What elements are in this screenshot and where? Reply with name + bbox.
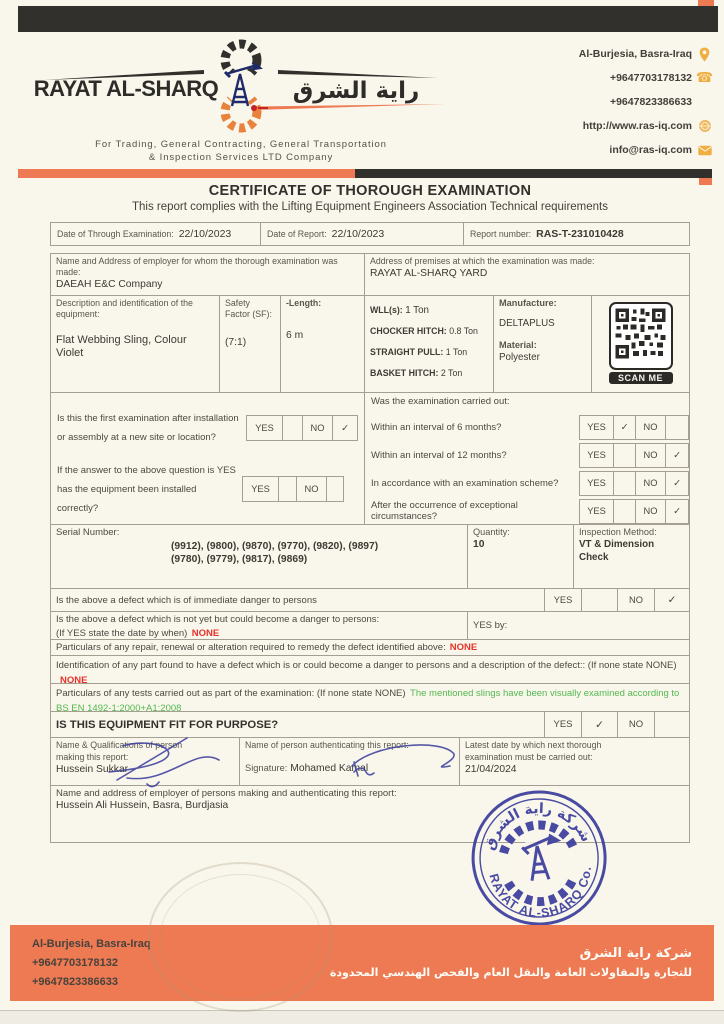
report-auth-label: Name of person authenticating this report: (245, 740, 409, 750)
carried-out-cell (365, 393, 689, 524)
next-exam-cell (460, 738, 689, 785)
signers-employer-label: Name and address of employer of persons making and authenticating this report: (56, 788, 397, 799)
first-exam-cell (51, 393, 365, 524)
equipment-description-cell (51, 296, 220, 392)
installed-correctly-yn (242, 476, 344, 502)
report-date-cell (261, 223, 464, 245)
chocker-hitch-value: 0.8 Ton (449, 326, 478, 336)
potential-danger-line1: Is the above a defect which is not yet but could become a danger to persons: (56, 614, 380, 625)
first-exam-question: Is this the first examination after installation or assembly at a new site or location? (57, 413, 239, 443)
identification-cell (51, 656, 689, 686)
footer-phone1: +9647703178132 (32, 956, 118, 969)
serial-line1: (9912), (9800), (9870), (9770), (9820), (9897) (171, 541, 379, 552)
carried-out-q3: In accordance with an examination scheme? (371, 477, 559, 489)
contact-phone1-text: +9647703178132 (609, 72, 692, 84)
qr-caption: SCAN ME (609, 372, 673, 384)
report-number-cell (464, 223, 689, 245)
manufacture-label: Manufacture: (499, 298, 557, 308)
carried-out-yn4 (579, 499, 689, 524)
footer-company-desc-ar: للتجارة والمقاولات العامة والنقل العام والفحص الهندسي المحدودة (329, 966, 692, 979)
contact-row-phone1 (502, 66, 712, 90)
contact-row-website (502, 114, 712, 138)
installed-yes-tick (279, 477, 297, 501)
footer-address: Al-Burjesia, Basra-Iraq (32, 937, 151, 950)
next-exam-value: 21/04/2024 (465, 764, 517, 775)
yes-label: YES (243, 477, 279, 501)
repair-cell (51, 640, 689, 655)
report-maker-name: Hussein Sukkar (56, 764, 129, 775)
quantity-label: Quantity: (473, 527, 510, 537)
wll-cell (365, 296, 494, 392)
first-exam-no-tick: ✓ (341, 422, 349, 433)
fit-question: IS THIS EQUIPMENT FIT FOR PURPOSE? (56, 718, 279, 731)
next-exam-label: Latest date by which next thorough examination must be carried out: (465, 740, 602, 762)
globe-icon (697, 119, 712, 134)
yes-label: YES (580, 416, 614, 439)
installed-correctly-question: If the answer to the above question is YES has the equipment been installed correctly? (57, 464, 236, 514)
report-maker-label: Name & Qualifications of person making this report: (56, 740, 183, 762)
q2-no-tick: ✓ (673, 449, 681, 460)
no-label: NO (636, 472, 666, 495)
employer-value: DAEAH E&C Company (56, 279, 163, 290)
no-label: NO (636, 500, 666, 523)
manufacture-cell (494, 296, 592, 392)
tests-cell (51, 684, 689, 714)
yes-label: YES (545, 712, 582, 737)
qr-cell (592, 296, 689, 392)
location-pin-icon (697, 47, 712, 62)
no-label: NO (636, 416, 666, 439)
q4-no-tick: ✓ (673, 505, 681, 516)
potential-danger-line2: (If YES state the date by when) (56, 628, 188, 639)
contact-website-text: http://www.ras-iq.com (582, 120, 692, 132)
length-label: -Length: (286, 298, 322, 308)
brand-name-ar: راية الشرق (292, 78, 420, 104)
fit-no-tick (655, 712, 689, 737)
q3-no-tick: ✓ (673, 477, 681, 488)
dates-row (50, 222, 690, 246)
inspection-method-cell (574, 525, 689, 588)
basket-hitch-value: 2 Ton (440, 368, 463, 378)
material-label: Material: (499, 340, 537, 350)
footer-phone2: +9647823386633 (32, 975, 118, 988)
serial-line2: (9780), (9779), (9817), (9869) (171, 554, 308, 565)
immediate-yes-tick (582, 589, 618, 611)
employer-label: Name and Address of employer for whom the thorough examination was made: (56, 256, 338, 277)
equipment-description-label: Description and identification of the equipment: (56, 298, 193, 319)
report-maker-cell (51, 738, 240, 785)
potential-none-value: NONE (191, 628, 220, 639)
potential-danger-cell (51, 612, 468, 639)
yes-by-cell (468, 612, 689, 639)
report-date-label: Date of Report: (267, 229, 327, 239)
safety-factor-cell (220, 296, 281, 392)
certificate-table (50, 253, 690, 843)
footer-company-ar (330, 944, 692, 982)
contact-list (502, 42, 712, 162)
q3-yes-tick (614, 472, 636, 495)
immediate-danger-question: Is the above a defect which is of immediate danger to persons (56, 594, 317, 606)
logo-artwork (26, 34, 456, 142)
carried-out-heading: Was the examination carried out: (371, 396, 510, 407)
scan-edge-shadow (0, 1010, 724, 1024)
report-auth-cell (240, 738, 460, 785)
immediate-danger-cell (51, 589, 545, 611)
yes-label: YES (580, 444, 614, 467)
quantity-value: 10 (473, 539, 485, 550)
stripe-orange-dot (699, 178, 712, 185)
q1-no-tick (666, 416, 688, 439)
no-label: NO (297, 477, 327, 501)
contact-address-text: Al-Burjesia, Basra-Iraq (578, 48, 692, 60)
wll-label: WLL(s): (370, 305, 403, 315)
q4-yes-tick (614, 500, 636, 523)
carried-out-q4: After the occurrence of exceptional circumstances? (371, 500, 518, 522)
document-title: CERTIFICATE OF THOROUGH EXAMINATION (208, 183, 532, 199)
no-label: NO (618, 589, 655, 611)
yes-label: YES (247, 416, 283, 440)
footer-company-name-ar: شركة راية الشرق (579, 946, 692, 961)
tests-label: Particulars of any tests carried out as part of the examination: (If none state NONE) (56, 688, 406, 699)
equipment-description-value: Flat Webbing Sling, Colour Violet (56, 334, 187, 359)
yes-label: YES (545, 589, 582, 611)
report-date-value: 22/10/2023 (331, 228, 385, 240)
manufacture-value: DELTAPLUS (499, 318, 555, 329)
fit-yes-tick: ✓ (582, 712, 618, 737)
icon-placeholder (697, 95, 712, 110)
first-exam-yn (246, 415, 358, 441)
no-label: NO (303, 416, 333, 440)
q2-yes-tick (614, 444, 636, 467)
no-label: NO (618, 712, 655, 737)
exam-date-cell (51, 223, 261, 245)
contact-phone2-text: +9647823386633 (609, 96, 692, 108)
company-tagline (26, 138, 456, 164)
stamp-text-en: RAYAT AL-SHARQ Co. (486, 865, 594, 921)
first-exam-yes-tick (283, 416, 303, 440)
report-auth-name: Mohamed Kamal (290, 762, 369, 774)
straight-pull-label: STRAIGHT PULL: (370, 347, 444, 357)
footer-band (10, 925, 714, 1001)
employer-cell (51, 254, 365, 295)
exam-date-label: Date of Through Examination: (57, 229, 174, 239)
straight-pull-value: 1 Ton (445, 347, 468, 357)
q1-yes-tick: ✓ (614, 416, 636, 439)
yes-by-label: YES by: (473, 620, 508, 631)
serial-number-label: Serial Number: (56, 527, 120, 538)
contact-row-address (502, 42, 712, 66)
document-subtitle: This report complies with the Lifting Equipment Engineers Association Technical requirements (131, 201, 608, 213)
tagline-line1: For Trading, General Contracting, General Transportation (95, 139, 387, 150)
yes-label: YES (580, 472, 614, 495)
qr-code (609, 302, 673, 370)
premises-value: RAYAT AL-SHARQ YARD (370, 268, 488, 279)
basket-hitch-label: BASKET HITCH: (370, 368, 439, 378)
report-number-label: Report number: (470, 229, 532, 239)
carried-out-yn1 (579, 415, 689, 440)
stamp-text-ar: شركة راية الشرق (481, 800, 595, 853)
installed-no-tick (327, 477, 343, 501)
carried-out-q2: Within an interval of 12 months? (371, 449, 507, 461)
signers-employer-value: Hussein Ali Hussein, Basra, Burdjasia (56, 800, 229, 811)
chocker-hitch-label: CHOCKER HITCH: (370, 326, 447, 336)
safety-factor-label: Safety Factor (SF): (225, 298, 272, 319)
top-black-bar (18, 6, 718, 32)
identification-none-value: NONE (60, 674, 88, 686)
immediate-no-tick: ✓ (667, 594, 677, 606)
carried-out-yn2 (579, 443, 689, 468)
stamp-gear-derrick-icon (501, 822, 577, 904)
contact-row-email (502, 138, 712, 162)
footer-contact (32, 935, 151, 992)
identification-label: Identification of any part found to have a defect which is or could become a danger to persons and a description of the defect:: (If none state NONE) (56, 660, 677, 671)
safety-factor-value: (7:1) (225, 337, 247, 348)
repair-label: Particulars of any repair, renewal or alteration required to remedy the defect identified above: (56, 642, 446, 653)
carried-out-yn3 (579, 471, 689, 496)
wll-value: 1 Ton (405, 305, 429, 316)
quantity-cell (468, 525, 574, 588)
auth-signature-label: Signature: (245, 762, 288, 773)
carried-out-q1: Within an interval of 6 months? (371, 421, 502, 433)
tagline-line2: & Inspection Services LTD Company (148, 152, 334, 163)
contact-row-phone2 (502, 90, 712, 114)
brand-name-en: RAYAT AL-SHARQ (33, 76, 219, 101)
report-number-value: RAS-T-231010428 (536, 228, 624, 240)
contact-email-text: info@ras-iq.com (609, 144, 692, 156)
material-value: Polyester (499, 352, 540, 363)
fit-question-cell (51, 712, 545, 737)
phone-icon: ☎ (695, 70, 714, 86)
serial-number-cell (51, 525, 468, 588)
embossed-seal-watermark (148, 862, 333, 1012)
length-cell (281, 296, 365, 392)
premises-cell (365, 254, 689, 295)
repair-none-value: NONE (449, 642, 478, 653)
length-value: 6 m (286, 330, 304, 341)
company-stamp (460, 778, 618, 936)
premises-label: Address of premises at which the examination was made: (370, 256, 595, 266)
yes-label: YES (580, 500, 614, 523)
exam-date-value: 22/10/2023 (178, 228, 232, 240)
tests-value: The mentioned slings have been visually examined according to BS EN 1492-1:2000+A1:2008 (56, 688, 680, 714)
header-divider-stripe (18, 169, 712, 178)
email-icon (697, 143, 712, 158)
inspection-method-label: Inspection Method: (579, 527, 657, 537)
company-logo (26, 34, 456, 166)
no-label: NO (636, 444, 666, 467)
inspection-method-value: VT & Dimension Check (579, 539, 655, 563)
